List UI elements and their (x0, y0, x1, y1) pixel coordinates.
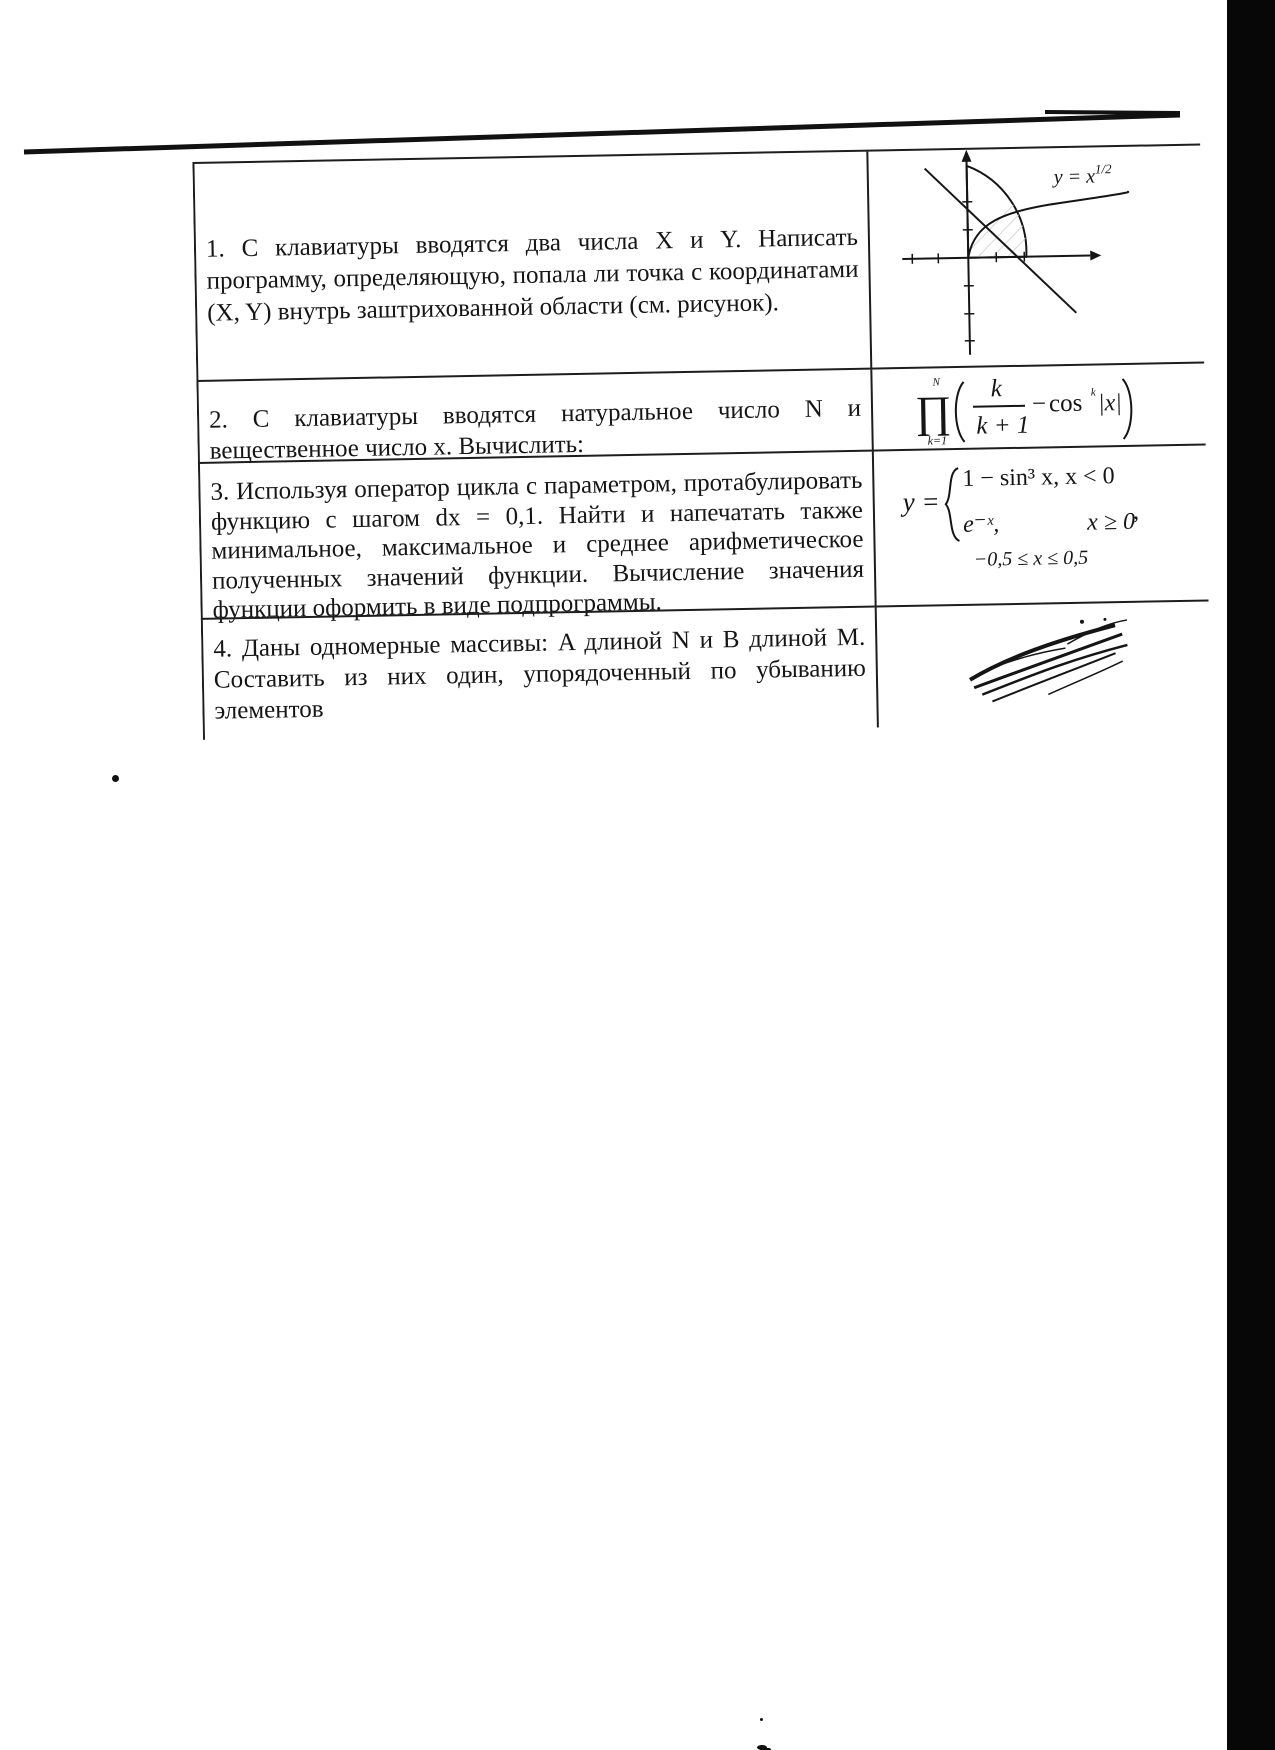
task-description-cell (196, 370, 873, 464)
task-3-formula-cell (874, 445, 1209, 607)
table-row (192, 144, 1204, 382)
shaded-region-figure (868, 146, 1204, 370)
case-brace (945, 468, 959, 541)
task-description-cell (201, 608, 879, 740)
scan-speck (112, 775, 119, 782)
task-4-empty-cell (877, 601, 1211, 727)
domain-range: −0,5 ≤ x ≤ 0,5 (973, 546, 1089, 571)
task-description-cell (198, 452, 877, 624)
product-lower-limit: k=1 (927, 433, 948, 448)
function-lhs: y = (902, 486, 940, 518)
cos-function: cos (1048, 389, 1083, 418)
scribble-mark (877, 601, 1211, 727)
task-3-text: 3. Используя оператор цикла с параметром, протабулировать функцию с шагом dx = 0,1. Найти и напечатать также минимальное, максимальное и среднее арифметическое полученных значений функции. Вычисление значения функции оформить в виде подпрограммы. (210, 466, 865, 624)
fraction-denominator: k + 1 (976, 411, 1030, 440)
product-upper-limit: N (932, 376, 941, 389)
absolute-x: |x| (1097, 390, 1123, 417)
formula-comma: , (1132, 498, 1140, 525)
second-case-condition: x ≥ 0 (1086, 508, 1136, 536)
task-1-figure-cell (868, 146, 1204, 370)
first-case: 1 − sin³ x, x < 0 (962, 463, 1115, 492)
curve-label: $y = x^{1/2}$ (1053, 161, 1112, 189)
scan-speck (757, 1745, 767, 1750)
product-symbol: ∏ (914, 387, 952, 437)
product-formula (872, 363, 1205, 451)
piecewise-formula (874, 445, 1209, 607)
task-4-text: 4. Даны одномерные массивы: A длиной N и B длиной M. Составить из них один, упорядоченный по убыванию элементов (213, 623, 867, 725)
scan-speck (760, 1718, 763, 1721)
task-2-text: 2. С клавиатуры вводятся натуральное число N и вещественное число x. Вычислить: (208, 394, 862, 465)
task-1-text: 1. С клавиатуры вводятся два числа X и Y. Написать программу, определяющую, попала ли точка с координатами (X, Y) внутрь заштрихованной области (см. рисунок). (205, 223, 859, 327)
formula-minus: − (1031, 390, 1047, 418)
fraction-numerator: k (990, 375, 1003, 403)
cos-power: k (1090, 386, 1096, 399)
scan-edge (1227, 0, 1275, 1750)
table-row (198, 443, 1209, 624)
sqrt-curve (967, 192, 1129, 258)
task-2-formula-cell (872, 363, 1205, 451)
fraction-bar (973, 406, 1025, 407)
task-description-cell (192, 152, 872, 382)
assignment-table (192, 122, 1211, 740)
table-row (201, 599, 1211, 739)
second-case: e⁻ˣ, (962, 511, 1000, 538)
